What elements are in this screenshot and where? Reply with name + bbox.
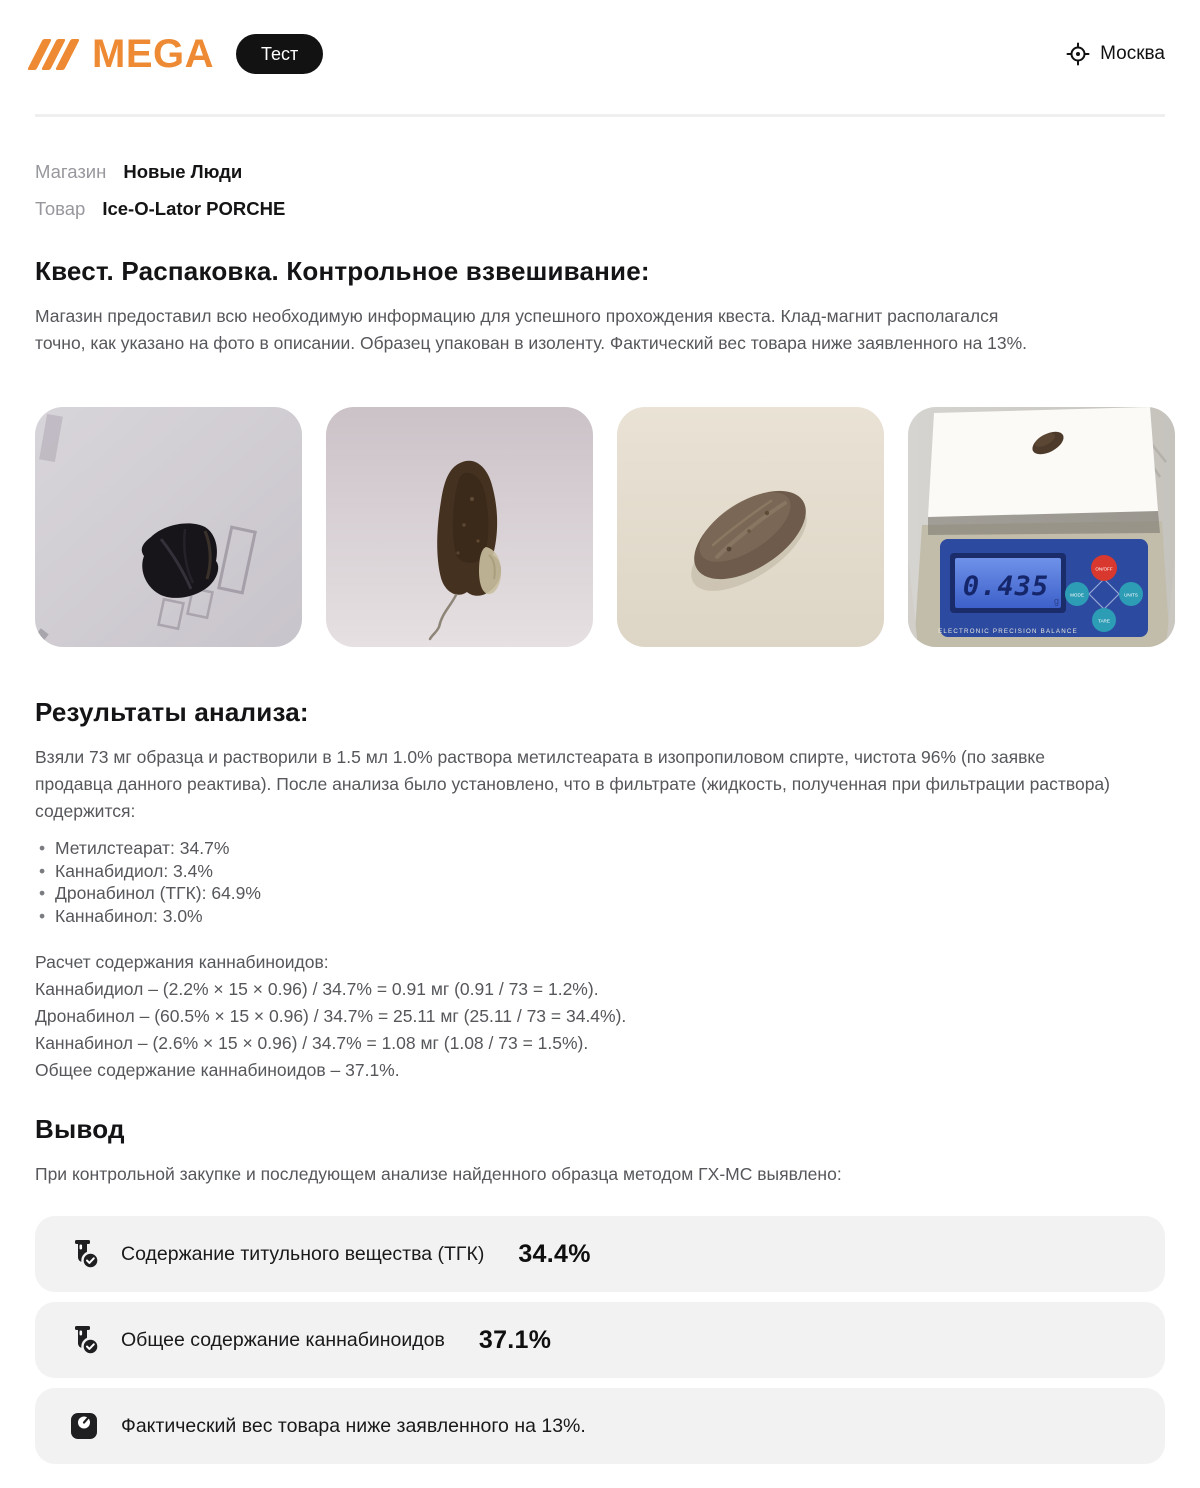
photo-taped-package[interactable] <box>35 407 302 647</box>
quest-title: Квест. Распаковка. Контрольное взвешивание: <box>35 256 650 286</box>
test-badge: Тест <box>236 34 323 74</box>
product-link[interactable]: Ice-O-Lator PORCHE <box>102 198 286 219</box>
analysis-list <box>35 837 1165 927</box>
test-tube-check-icon <box>67 1237 101 1271</box>
brand-name: MEGA <box>92 32 214 76</box>
result-card-weight <box>35 1388 1165 1464</box>
calc-line: Общее содержание каннабиноидов – 37.1%. <box>35 1060 400 1080</box>
scale-button-mode: MODE <box>1070 592 1084 598</box>
scale-display-unit: g <box>1054 596 1060 606</box>
result-card-thc <box>35 1216 1165 1292</box>
scale-brand-text: ELECTRONIC PRECISION BALANCE <box>938 628 1078 635</box>
scale-button-tare: TARE <box>1098 618 1110 624</box>
card-value: 34.4% <box>518 1239 591 1268</box>
photo-sample-front[interactable] <box>326 407 593 647</box>
card-label: Общее содержание каннабиноидов <box>121 1328 445 1351</box>
list-item: • Каннабидиол: 3.4% <box>35 860 1165 883</box>
city-selector[interactable] <box>1066 42 1165 66</box>
analysis-title: Результаты анализа: <box>35 697 309 727</box>
scale-button-onoff: ON/OFF <box>1095 566 1113 572</box>
list-item: • Каннабинол: 3.0% <box>35 905 1165 928</box>
card-label: Фактический вес товара ниже заявленного на 13%. <box>121 1414 586 1437</box>
calc-line: Каннабинол – (2.6% × 15 × 0.96) / 34.7% = 1.08 мг (1.08 / 73 = 1.5%). <box>35 1033 589 1053</box>
conclusion-text: При контрольной закупке и последующем анализе найденного образца методом ГХ-МС выявлено: <box>35 1164 842 1184</box>
scale-button-units: UNITS <box>1124 592 1138 598</box>
product-row <box>35 198 1165 220</box>
logo-slashes-icon <box>35 39 72 70</box>
shop-row <box>35 161 1165 183</box>
photo-scale-weighing[interactable] <box>908 407 1175 647</box>
product-label: Товар <box>35 198 86 219</box>
shop-link[interactable]: Новые Люди <box>123 161 243 182</box>
calc-line: Дронабинол – (60.5% × 15 × 0.96) / 34.7% = 25.11 мг (25.11 / 73 = 34.4%). <box>35 1006 627 1026</box>
mega-logo[interactable] <box>35 34 214 74</box>
meta-block <box>35 161 1165 220</box>
test-tube-check-icon <box>67 1323 101 1357</box>
geo-target-icon <box>1066 42 1090 66</box>
list-item: • Метилстеарат: 34.7% <box>35 837 1165 860</box>
list-item: • Дронабинол (ТГК): 64.9% <box>35 882 1165 905</box>
shop-label: Магазин <box>35 161 107 182</box>
header <box>35 0 1165 74</box>
conclusion-title: Вывод <box>35 1114 125 1144</box>
calculation-block <box>35 949 1165 1084</box>
analysis-text: Взяли 73 мг образца и растворили в 1.5 мл 1.0% раствора метилстеарата в изопропиловом спирте, чистота 96% (по заявке продавца данного реактива). После анализа было установлено, что в фильтрате (жидкость, полученная при фильтрации раствора) содержится: <box>35 747 1110 821</box>
header-divider <box>35 114 1165 117</box>
card-value: 37.1% <box>478 1325 552 1354</box>
scale-display-value: 0.435 <box>962 571 1050 602</box>
card-label: Содержание титульного вещества (ТГК) <box>121 1242 485 1265</box>
city-name: Москва <box>1100 43 1165 64</box>
photo-gallery <box>35 407 1165 647</box>
calc-line: Расчет содержания каннабиноидов: <box>35 952 329 972</box>
photo-sample-side[interactable] <box>617 407 884 647</box>
result-cards <box>35 1216 1165 1464</box>
scale-weight-icon <box>67 1409 101 1443</box>
calc-line: Каннабидиол – (2.2% × 15 × 0.96) / 34.7% = 0.91 мг (0.91 / 73 = 1.2%). <box>35 979 599 999</box>
quest-text: Магазин предоставил всю необходимую информацию для успешного прохождения квеста. Клад-магнит располагался точно, как указано на фото в описании. Образец упакован в изоленту. Фактический вес товара ниже заявленного на 13%. <box>35 306 1028 353</box>
result-card-cannabinoids <box>35 1302 1165 1378</box>
